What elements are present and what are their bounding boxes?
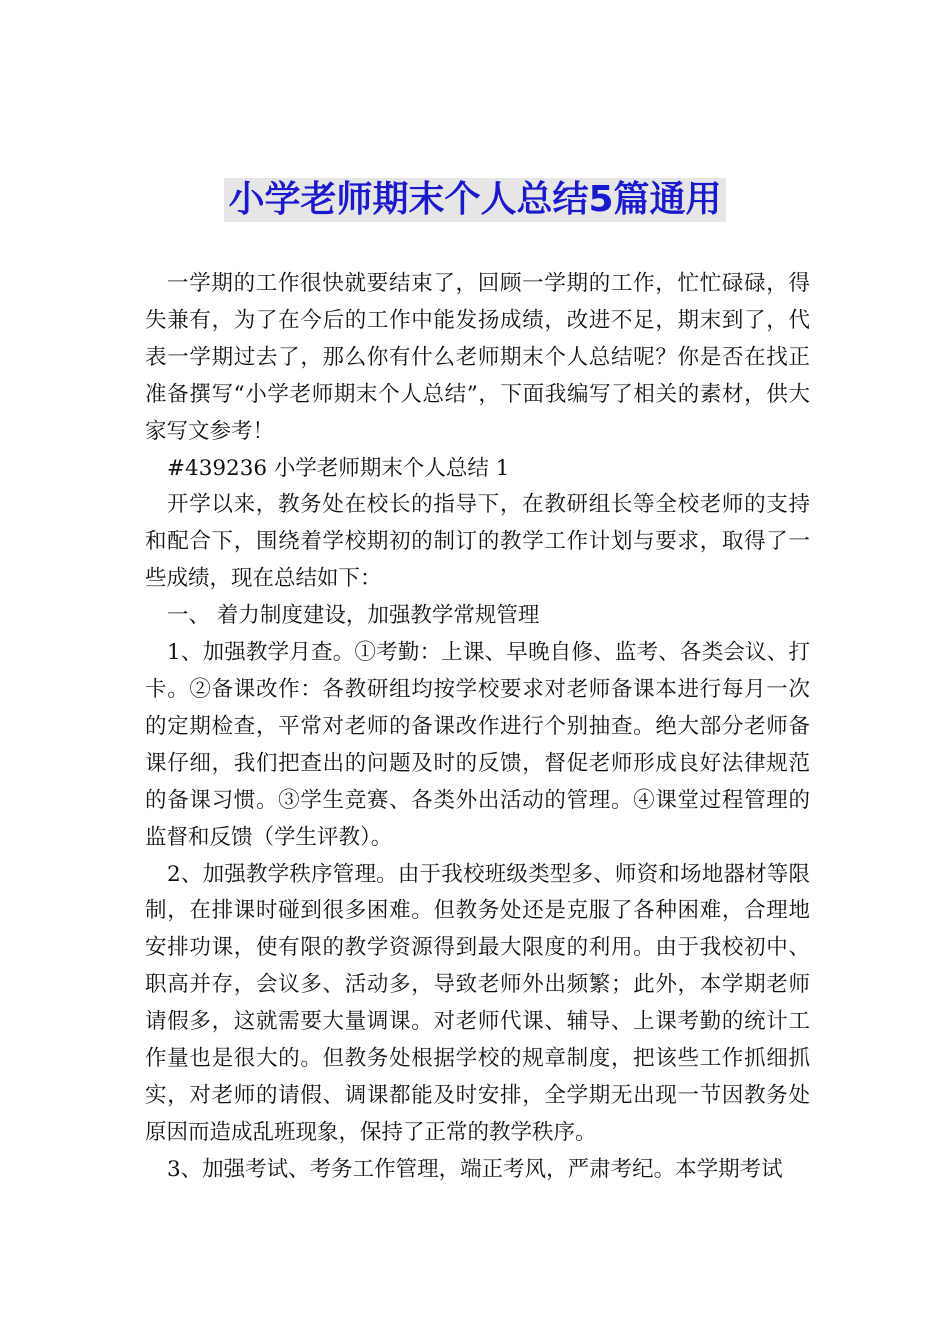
document-title: 小学老师期末个人总结5篇通用 (224, 178, 725, 222)
paragraph-item-1: 1、加强教学月查。①考勤：上课、早晚自修、监考、各类会议、打卡。②备课改作：各教研组均按学校要求对老师备课本进行每月一次的定期检查，平常对老师的备课改作进行个别抽查。绝大部分老师备课仔细，我们把查出的问题及时的反馈，督促老师形成良好法律规范的备课习惯。③学生竞赛、各类外出活动的管理。④课堂过程管理的监督和反馈（学生评教）。 (145, 640, 810, 850)
title-container (0, 178, 950, 222)
paragraph-heading-one: 一、 着力制度建设，加强教学常规管理 (167, 603, 540, 629)
paragraph-item-3: 3、加强考试、考务工作管理，端正考风，严肃考纪。本学期考试 (167, 1156, 783, 1182)
paragraph-section-heading: #439236 小学老师期末个人总结 1 (167, 455, 510, 481)
paragraph-intro: 一学期的工作很快就要结束了，回顾一学期的工作，忙忙碌碌，得失兼有，为了在今后的工作中能发扬成绩，改进不足，期末到了，代表一学期过去了，那么你有什么老师期末个人总结呢？你是否在找正准备撰写“小学老师期末个人总结”，下面我编写了相关的素材，供大家写文参考！ (145, 271, 810, 444)
paragraph-item-2: 2、加强教学秩序管理。由于我校班级类型多、师资和场地器材等限制，在排课时碰到很多困难。但教务处还是克服了各种困难，合理地安排功课，使有限的教学资源得到最大限度的利用。由于我校初中、职高并存，会议多、活动多，导致老师外出频繁；此外，本学期老师请假多，这就需要大量调课。对老师代课、辅导、上课考勤的统计工作量也是很大的。但教务处根据学校的规章制度，把该些工作抓细抓实，对老师的请假、调课都能及时安排，全学期无出现一节因教务处原因而造成乱班现象，保持了正常的教学秩序。 (145, 861, 810, 1145)
document-body (145, 266, 810, 1189)
paragraph-opening: 开学以来，教务处在校长的指导下，在教研组长等全校老师的支持和配合下，围绕着学校期初的制订的教学工作计划与要求，取得了一些成绩，现在总结如下： (145, 492, 810, 592)
